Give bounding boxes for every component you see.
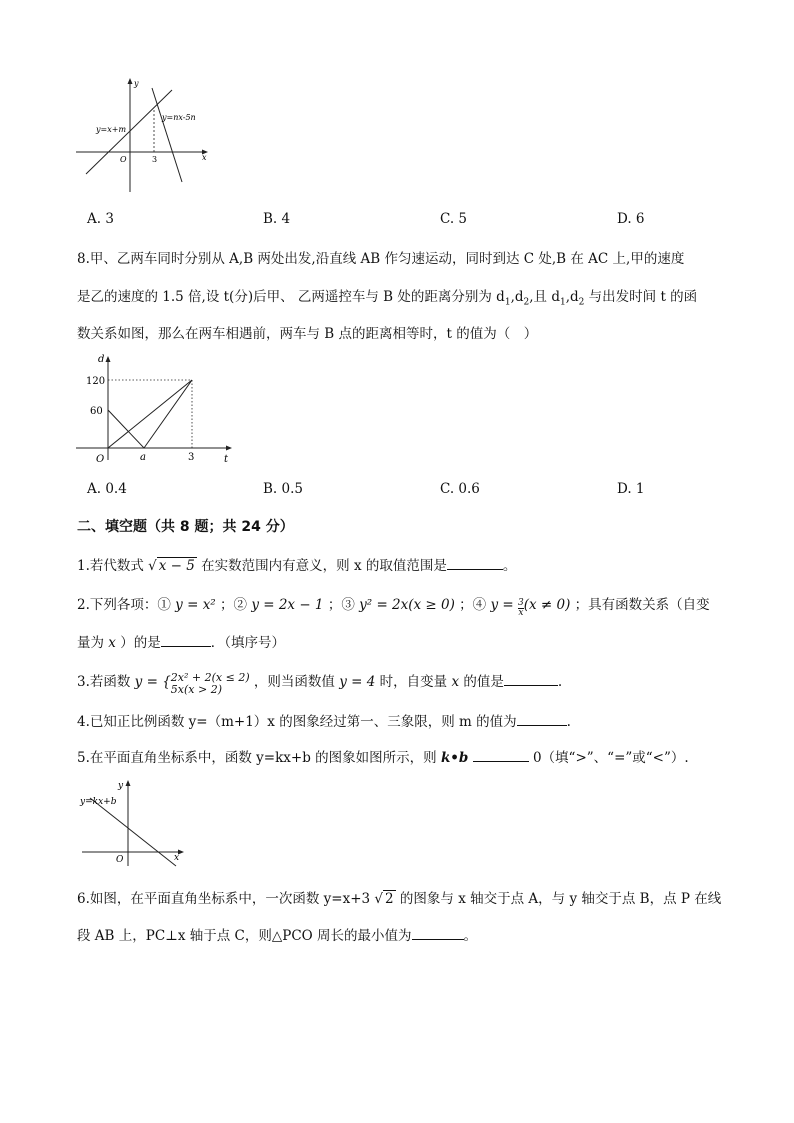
q7-label-y: y bbox=[134, 79, 139, 88]
fill-q2-expr4b: (x ≠ 0) bbox=[523, 597, 571, 613]
q7-y-arrow bbox=[128, 78, 133, 84]
q8-option-b[interactable]: B. 0.5 bbox=[263, 481, 303, 497]
fill-q1-part-a: 1.若代数式 bbox=[77, 558, 149, 574]
fill-q6-line2-a: 段 AB 上，PC⊥x 轴于点 C，则△PCO 周长的最小值为 bbox=[77, 928, 412, 944]
q8-label-60: 60 bbox=[90, 406, 103, 417]
section-title: 二、填空题（共 8 题；共 24 分） bbox=[77, 519, 294, 535]
fill-q3-part-a: 3.若函数 bbox=[77, 674, 135, 690]
q8-label-a: a bbox=[140, 452, 146, 463]
fill-q5-label-y: y bbox=[118, 781, 124, 791]
q8-line-jia bbox=[108, 380, 192, 448]
q8-line2-part-d: ,d bbox=[565, 289, 579, 305]
fill-q6-part-a: 6.如图，在平面直角坐标系中，一次函数 y=x+3 bbox=[77, 891, 375, 907]
fill-q3 bbox=[77, 670, 562, 696]
fill-q4 bbox=[77, 710, 571, 730]
fill-q4-blank[interactable] bbox=[517, 725, 567, 726]
q8-text-line2 bbox=[77, 285, 697, 308]
fill-q1-blank[interactable] bbox=[447, 569, 503, 570]
fill-q5-label-x: x bbox=[174, 853, 180, 863]
q7-label-3: 3 bbox=[152, 155, 158, 164]
q8-y-arrow bbox=[106, 356, 111, 362]
q7-graph bbox=[74, 74, 214, 198]
fill-q5-part-b: 0（填“>”、“=”或“<”）. bbox=[528, 750, 689, 766]
fill-q6-part-b: 的图象与 x 轴交于点 A，与 y 轴交于点 B，点 P 在线 bbox=[395, 891, 722, 907]
fill-q6-blank[interactable] bbox=[412, 939, 464, 940]
sqrt-radical-icon: √ bbox=[148, 558, 157, 574]
fill-q4-part-b: . bbox=[566, 714, 571, 730]
q7-label-line1: y=x+m bbox=[96, 125, 127, 134]
fill-q2-line2-b: ）的是 bbox=[115, 635, 161, 651]
fill-q2-line2 bbox=[77, 631, 285, 651]
fill-q2-expr3: y² = 2x(x ≥ 0) bbox=[359, 597, 455, 613]
q8-option-a[interactable]: A. 0.4 bbox=[87, 481, 127, 497]
q8-sub-1a: 1 bbox=[504, 297, 511, 308]
q7-option-d[interactable]: D. 6 bbox=[617, 211, 645, 227]
fill-q2-line1 bbox=[77, 593, 710, 618]
fill-q2-line2-x: x bbox=[108, 635, 116, 651]
fill-q6-line1 bbox=[77, 887, 721, 907]
fill-q5-kb: k•b bbox=[440, 750, 469, 766]
q7-label-x: x bbox=[202, 153, 207, 162]
q8-graph bbox=[76, 350, 236, 466]
fill-q1 bbox=[77, 554, 516, 574]
q7-label-o: O bbox=[120, 155, 127, 164]
q8-line2-part-c: ,且 d bbox=[529, 289, 560, 305]
fill-q3-case-bottom: 5x(x > 2) bbox=[170, 683, 222, 696]
fill-q3-case-top: 2x² + 2(x ≤ 2) bbox=[170, 671, 250, 684]
q7-option-c[interactable]: C. 5 bbox=[440, 211, 468, 227]
fill-q6-line2 bbox=[77, 924, 477, 944]
fill-q5-line bbox=[90, 798, 176, 866]
q7-option-b[interactable]: B. 4 bbox=[263, 211, 291, 227]
q8-label-3: 3 bbox=[188, 452, 195, 463]
q7-label-line2: y=nx-5n bbox=[162, 113, 196, 122]
q8-label-o: O bbox=[96, 454, 105, 465]
q8-text-line1: 8.甲、乙两车同时分别从 A,B 两处出发,沿直线 AB 作匀速运动，同时到达 C 处,B 在 AC 上,甲的速度 bbox=[77, 251, 685, 267]
fill-q3-part-c: 时，自变量 bbox=[375, 674, 452, 690]
fill-q2-expr1: y = x² bbox=[175, 597, 216, 613]
fill-q1-part-b: 在实数范围内有意义，则 x 的取值范围是 bbox=[196, 558, 447, 574]
q8-sub-2a: 2 bbox=[523, 297, 530, 308]
fill-q5-y-arrow bbox=[126, 780, 131, 786]
q8-sub-2b: 2 bbox=[578, 297, 585, 308]
q8-line2-part-b: ,d bbox=[510, 289, 524, 305]
q8-x-arrow bbox=[226, 446, 232, 451]
fill-q2-part-e: ；具有函数关系（自变 bbox=[570, 597, 710, 613]
q7-line-2 bbox=[152, 88, 182, 182]
q8-label-d: d bbox=[98, 354, 105, 365]
q8-option-c[interactable]: C. 0.6 bbox=[440, 481, 480, 497]
q8-line2-part-a: 是乙的速度的 1.5 倍,设 t(分)后甲、 乙两遥控车与 B 处的距离分别为 d bbox=[77, 289, 505, 305]
fill-q2-part-a: 2.下列各项：① bbox=[77, 597, 176, 613]
fill-q2-frac-num: 3 bbox=[518, 598, 524, 608]
fill-q1-radicand: x − 5 bbox=[158, 558, 195, 574]
q8-label-t: t bbox=[224, 454, 229, 465]
q8-option-d[interactable]: D. 1 bbox=[617, 481, 645, 497]
fill-q2-blank[interactable] bbox=[161, 646, 211, 647]
fill-q6-sqrt bbox=[374, 891, 395, 907]
fill-q5-graph bbox=[78, 776, 194, 868]
fill-q2-part-b: ；② bbox=[215, 597, 252, 613]
fill-q2-line2-a: 量为 bbox=[77, 635, 109, 651]
fill-q5-part-a: 5.在平面直角坐标系中，函数 y=kx+b 的图象如图所示，则 bbox=[77, 750, 441, 766]
fill-q3-part-b: ，则当函数值 bbox=[249, 674, 340, 690]
q8-label-120: 120 bbox=[86, 376, 106, 387]
q8-text-line3: 数关系如图，那么在两车相遇前，两车与 B 点的距离相等时，t 的值为（ ） bbox=[77, 326, 538, 342]
fill-q1-part-c: 。 bbox=[502, 558, 517, 574]
sqrt-radical-icon: √ bbox=[374, 891, 384, 907]
fill-q5 bbox=[77, 746, 689, 766]
q8-sub-1b: 1 bbox=[559, 297, 566, 308]
q7-option-a[interactable]: A. 3 bbox=[87, 211, 114, 227]
fill-q2-expr2: y = 2x − 1 bbox=[251, 597, 324, 613]
fill-q2-part-c: ；③ bbox=[323, 597, 360, 613]
fill-q4-part-a: 4.已知正比例函数 y=（m+1）x 的图象经过第一、三象限，则 m 的值为 bbox=[77, 714, 517, 730]
fill-q1-sqrt bbox=[148, 558, 197, 574]
fill-q3-y: y = { bbox=[134, 674, 171, 690]
fill-q5-blank[interactable] bbox=[473, 761, 529, 762]
fill-q2-part-d: ；④ bbox=[454, 597, 491, 613]
fill-q5-label-line: y=kx+b bbox=[80, 797, 117, 807]
fill-q2-frac-den: x bbox=[518, 608, 524, 618]
fill-q3-blank[interactable] bbox=[504, 685, 558, 686]
fill-q6-line2-b: 。 bbox=[463, 928, 478, 944]
fill-q3-cases bbox=[171, 672, 250, 696]
fill-q2-expr4a: y = bbox=[490, 597, 519, 613]
fill-q3-y4: y = 4 bbox=[339, 674, 376, 690]
fill-q3-x: x bbox=[451, 674, 460, 690]
fill-q2-line2-c: ．（填序号） bbox=[210, 635, 285, 651]
fill-q3-part-d: 的值是 bbox=[459, 674, 504, 690]
fill-q5-label-o: O bbox=[116, 855, 124, 865]
fill-q6-radicand: 2 bbox=[385, 891, 394, 907]
fill-q3-part-e: . bbox=[557, 674, 563, 690]
q8-line2-part-e: 与出发时间 t 的函 bbox=[584, 289, 698, 305]
